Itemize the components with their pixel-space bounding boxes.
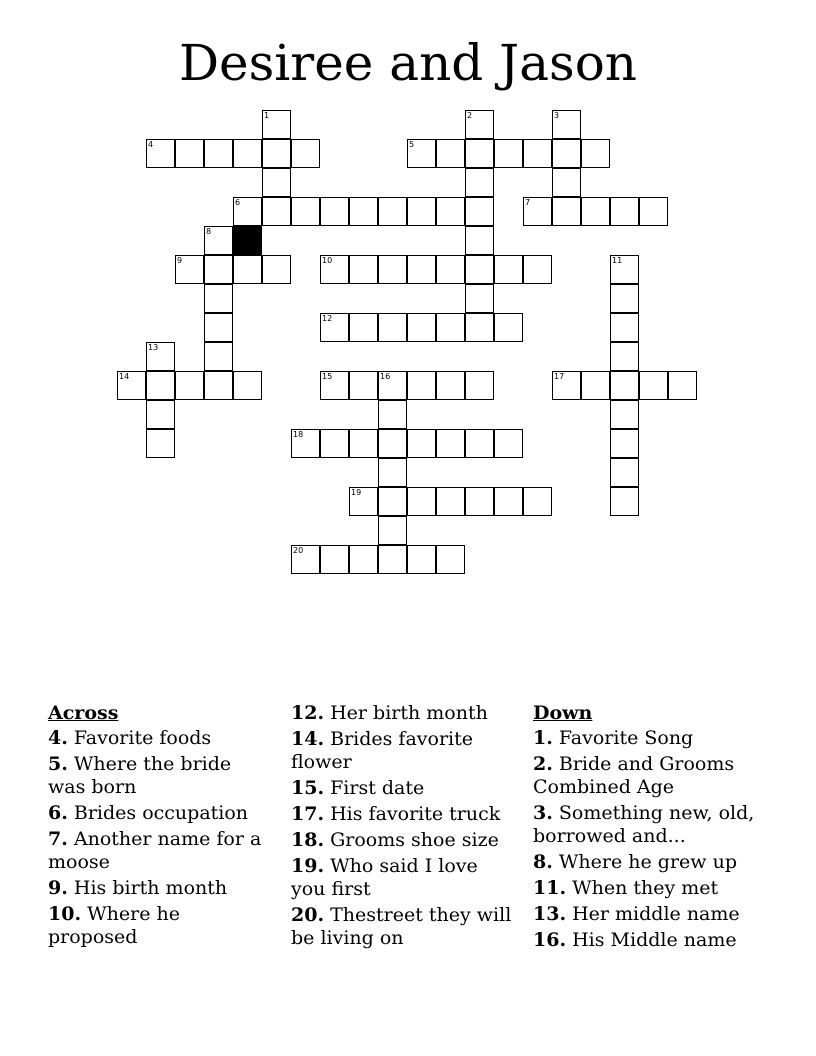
clue-number: 7: [525, 198, 531, 207]
clue-number: 11: [612, 256, 623, 265]
grid-cell[interactable]: [610, 371, 639, 400]
grid-cell[interactable]: [436, 255, 465, 284]
clue-number: 17: [554, 372, 565, 381]
clue-item: [533, 903, 773, 926]
puzzle-title: Desiree and Jason: [178, 34, 638, 92]
grid-cell[interactable]: [610, 458, 639, 487]
grid-cell[interactable]: [610, 255, 639, 284]
grid-cell[interactable]: [436, 487, 465, 516]
clue-item-number: 20.: [291, 904, 325, 926]
grid-cell[interactable]: [349, 487, 378, 516]
grid-cell[interactable]: [117, 371, 146, 400]
clue-item: [533, 727, 773, 750]
grid-cell[interactable]: [494, 429, 523, 458]
clue-item: [533, 851, 773, 874]
clue-number: 3: [554, 111, 560, 120]
grid-cell[interactable]: [291, 139, 320, 168]
grid-cell[interactable]: [175, 371, 204, 400]
grid-cell[interactable]: [291, 429, 320, 458]
clue-number: 10: [322, 256, 333, 265]
clue-item-text: Another name for a moose: [48, 828, 262, 873]
grid-cell[interactable]: [465, 139, 494, 168]
clue-number: 4: [148, 140, 154, 149]
clue-item: [533, 877, 773, 900]
grid-cell[interactable]: [465, 226, 494, 255]
grid-cell[interactable]: [552, 168, 581, 197]
grid-cell[interactable]: [436, 429, 465, 458]
clue-number: 19: [351, 488, 362, 497]
clue-item-text: His Middle name: [572, 929, 737, 951]
clue-item: [291, 702, 516, 725]
grid-cell[interactable]: [378, 255, 407, 284]
clue-item-text: Grooms shoe size: [330, 829, 499, 851]
black-cell: [233, 226, 262, 255]
grid-cell[interactable]: [465, 110, 494, 139]
clue-item-number: 17.: [291, 803, 325, 825]
grid-cell[interactable]: [146, 371, 175, 400]
grid-cell[interactable]: [407, 139, 436, 168]
grid-cell[interactable]: [378, 545, 407, 574]
clue-item-number: 9.: [48, 877, 68, 899]
clue-item-number: 13.: [533, 903, 567, 925]
grid-cell[interactable]: [349, 197, 378, 226]
clue-item-text: When they met: [572, 877, 719, 899]
clue-item-number: 12.: [291, 702, 325, 724]
grid-cell[interactable]: [407, 545, 436, 574]
clue-item-number: 2.: [533, 753, 553, 775]
grid-cell[interactable]: [465, 284, 494, 313]
grid-cell[interactable]: [552, 139, 581, 168]
clue-item: [533, 753, 773, 799]
clue-item-text: Where he grew up: [558, 851, 737, 873]
clue-item-number: 14.: [291, 728, 325, 750]
grid-cell[interactable]: [320, 313, 349, 342]
clue-item: [291, 829, 516, 852]
clue-number: 2: [467, 111, 473, 120]
clue-item: [533, 929, 773, 952]
clue-number: 15: [322, 372, 333, 381]
grid-cell[interactable]: [610, 313, 639, 342]
grid-cell[interactable]: [581, 371, 610, 400]
clue-number: 5: [409, 140, 415, 149]
grid-cell[interactable]: [204, 255, 233, 284]
clue-item-text: First date: [330, 777, 425, 799]
grid-cell[interactable]: [320, 197, 349, 226]
clues-down-column: [533, 702, 773, 955]
clue-item-text: Favorite Song: [558, 727, 694, 749]
clue-number: 8: [206, 227, 212, 236]
clue-item-number: 19.: [291, 855, 325, 877]
grid-cell[interactable]: [436, 197, 465, 226]
grid-cell[interactable]: [204, 284, 233, 313]
grid-cell[interactable]: [465, 429, 494, 458]
clue-item-text: Thestreet they will be living on: [291, 904, 512, 949]
grid-cell[interactable]: [320, 371, 349, 400]
clue-number: 18: [293, 430, 304, 439]
clue-item: [291, 803, 516, 826]
clue-item-text: Favorite foods: [73, 727, 212, 749]
clue-item-text: Where the bride was born: [48, 753, 232, 798]
clue-item-number: 16.: [533, 929, 567, 951]
grid-cell[interactable]: [378, 313, 407, 342]
grid-cell[interactable]: [407, 197, 436, 226]
across-heading: Across: [48, 702, 119, 724]
clue-item: [48, 877, 273, 900]
grid-cell[interactable]: [668, 371, 697, 400]
clue-item: [291, 855, 516, 901]
clue-item-number: 1.: [533, 727, 553, 749]
clue-item-number: 5.: [48, 753, 68, 775]
grid-cell[interactable]: [639, 371, 668, 400]
grid-cell[interactable]: [204, 342, 233, 371]
clue-item-number: 7.: [48, 828, 68, 850]
grid-cell[interactable]: [552, 197, 581, 226]
grid-cell[interactable]: [146, 139, 175, 168]
grid-cell[interactable]: [610, 487, 639, 516]
grid-cell[interactable]: [436, 545, 465, 574]
grid-cell[interactable]: [146, 400, 175, 429]
grid-cell[interactable]: [523, 197, 552, 226]
grid-cell[interactable]: [204, 371, 233, 400]
grid-cell[interactable]: [465, 313, 494, 342]
clue-item-text: Brides occupation: [73, 802, 249, 824]
grid-cell[interactable]: [204, 313, 233, 342]
grid-cell[interactable]: [465, 371, 494, 400]
clue-item: [533, 802, 773, 848]
clue-item: [48, 903, 273, 949]
grid-cell[interactable]: [262, 255, 291, 284]
clue-item: [48, 828, 273, 874]
grid-cell[interactable]: [262, 197, 291, 226]
clue-item-number: 15.: [291, 777, 325, 799]
grid-cell[interactable]: [233, 255, 262, 284]
grid-cell[interactable]: [175, 139, 204, 168]
grid-cell[interactable]: [233, 197, 262, 226]
clue-number: 16: [380, 372, 391, 381]
grid-cell[interactable]: [436, 139, 465, 168]
grid-cell[interactable]: [262, 110, 291, 139]
grid-cell[interactable]: [523, 487, 552, 516]
clue-item-text: Where he proposed: [48, 903, 180, 948]
grid-cell[interactable]: [523, 255, 552, 284]
grid-cell[interactable]: [233, 371, 262, 400]
grid-cell[interactable]: [639, 197, 668, 226]
grid-cell[interactable]: [610, 429, 639, 458]
grid-cell[interactable]: [610, 400, 639, 429]
grid-cell[interactable]: [407, 487, 436, 516]
grid-cell[interactable]: [291, 197, 320, 226]
clue-item-number: 4.: [48, 727, 68, 749]
grid-cell[interactable]: [349, 429, 378, 458]
clue-item-text: His favorite truck: [330, 803, 501, 825]
clue-item-text: Something new, old, borrowed and...: [533, 802, 755, 847]
grid-cell[interactable]: [552, 110, 581, 139]
grid-cell[interactable]: [349, 255, 378, 284]
clue-item: [48, 727, 273, 750]
grid-cell[interactable]: [378, 516, 407, 545]
clue-item-number: 6.: [48, 802, 68, 824]
grid-cell[interactable]: [494, 313, 523, 342]
clue-item-number: 8.: [533, 851, 553, 873]
grid-cell[interactable]: [378, 429, 407, 458]
clue-item-number: 18.: [291, 829, 325, 851]
grid-cell[interactable]: [378, 458, 407, 487]
clue-number: 1: [264, 111, 270, 120]
clue-number: 13: [148, 343, 159, 352]
grid-cell[interactable]: [349, 313, 378, 342]
down-heading: Down: [533, 702, 593, 724]
grid-cell[interactable]: [320, 429, 349, 458]
clue-number: 20: [293, 546, 304, 555]
grid-cell[interactable]: [262, 139, 291, 168]
grid-cell[interactable]: [378, 487, 407, 516]
grid-cell[interactable]: [320, 545, 349, 574]
grid-cell[interactable]: [378, 400, 407, 429]
clue-item: [48, 802, 273, 825]
grid-cell[interactable]: [465, 168, 494, 197]
grid-cell[interactable]: [262, 168, 291, 197]
grid-cell[interactable]: [407, 429, 436, 458]
grid-cell[interactable]: [320, 255, 349, 284]
grid-cell[interactable]: [610, 197, 639, 226]
clue-item-text: Bride and Grooms Combined Age: [533, 753, 735, 798]
grid-cell[interactable]: [610, 342, 639, 371]
grid-cell[interactable]: [407, 371, 436, 400]
clue-number: 9: [177, 256, 183, 265]
grid-cell[interactable]: [146, 429, 175, 458]
grid-cell[interactable]: [291, 545, 320, 574]
clue-number: 12: [322, 314, 333, 323]
grid-cell[interactable]: [349, 545, 378, 574]
grid-cell[interactable]: [465, 255, 494, 284]
clues-across-column-2: [291, 702, 516, 953]
clue-item: [291, 904, 516, 950]
clue-item-number: 3.: [533, 802, 553, 824]
clue-item-text: Her birth month: [330, 702, 488, 724]
grid-cell[interactable]: [146, 342, 175, 371]
grid-cell[interactable]: [494, 487, 523, 516]
clue-item-text: Who said I love you first: [291, 855, 478, 900]
clue-item-text: Her middle name: [572, 903, 740, 925]
clue-item: [48, 753, 273, 799]
grid-cell[interactable]: [407, 255, 436, 284]
grid-cell[interactable]: [581, 197, 610, 226]
grid-cell[interactable]: [204, 226, 233, 255]
clues-across-column-1: [48, 702, 273, 952]
clue-item-number: 11.: [533, 877, 567, 899]
grid-cell[interactable]: [233, 139, 262, 168]
clue-item-text: His birth month: [73, 877, 228, 899]
grid-cell[interactable]: [610, 284, 639, 313]
clue-item: [291, 728, 516, 774]
clue-number: 6: [235, 198, 241, 207]
clue-item: [291, 777, 516, 800]
grid-cell[interactable]: [552, 371, 581, 400]
grid-cell[interactable]: [523, 139, 552, 168]
grid-cell[interactable]: [494, 255, 523, 284]
grid-cell[interactable]: [407, 313, 436, 342]
clue-item-text: Brides favorite flower: [291, 728, 473, 773]
grid-cell[interactable]: [581, 139, 610, 168]
clue-number: 14: [119, 372, 130, 381]
grid-cell[interactable]: [436, 313, 465, 342]
grid-cell[interactable]: [378, 197, 407, 226]
clue-item-number: 10.: [48, 903, 82, 925]
grid-cell[interactable]: [465, 487, 494, 516]
grid-cell[interactable]: [378, 371, 407, 400]
grid-cell[interactable]: [349, 371, 378, 400]
grid-cell[interactable]: [465, 197, 494, 226]
grid-cell[interactable]: [204, 139, 233, 168]
grid-cell[interactable]: [494, 139, 523, 168]
grid-cell[interactable]: [436, 371, 465, 400]
grid-cell[interactable]: [175, 255, 204, 284]
